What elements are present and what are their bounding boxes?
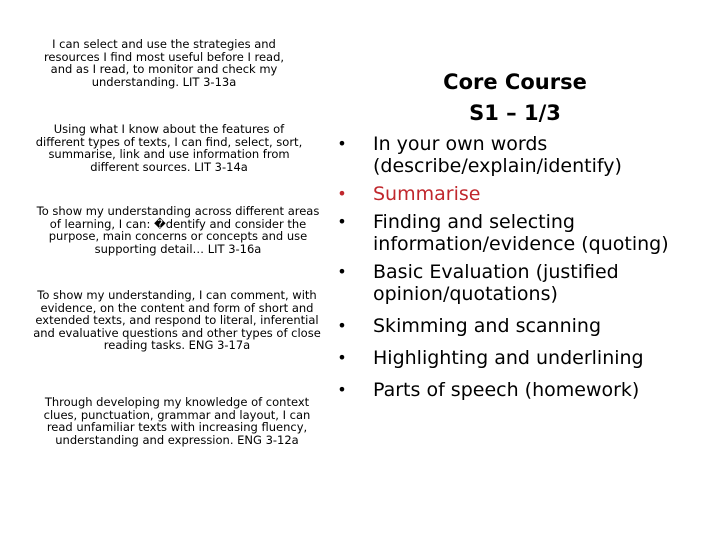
- course-title: Core Course: [443, 70, 587, 94]
- outcome-lit-3-13a: I can select and use the strategies and resources I find most useful before I read, and as I read, to monitor and check my understanding. LIT 3-13a: [43, 37, 285, 89]
- bullet-text: Highlighting and underlining: [373, 347, 644, 369]
- outcome-eng-3-12a: Through developing my knowledge of context clues, punctuation, grammar and layout, I can read unfamiliar texts with increasing fluency, understanding and expression. ENG 3-12a: [43, 395, 311, 447]
- bullet-text: Parts of speech (homework): [373, 379, 640, 401]
- bullet-text: Skimming and scanning: [373, 315, 602, 337]
- bullet-icon: •: [337, 380, 347, 399]
- bullet-item-highlighting: [332, 347, 717, 369]
- bullet-text: In your own words (describe/explain/identify): [373, 133, 622, 177]
- bullet-text: Basic Evaluation (justified opinion/quotations): [373, 261, 619, 305]
- bullet-icon: •: [337, 262, 347, 281]
- bullet-icon: •: [337, 212, 347, 231]
- bullet-text: Summarise: [373, 183, 481, 205]
- skills-bullet-list: [332, 133, 717, 411]
- bullet-icon: •: [337, 348, 347, 367]
- outcome-lit-3-16a: To show my understanding across different areas of learning, I can: �dentify and consider the purpose, main concerns or concepts and use supporting detail… LIT 3-16a: [36, 204, 320, 256]
- bullet-text: Finding and selecting information/evidence (quoting): [373, 211, 669, 255]
- bullet-item-summarise: [332, 183, 717, 205]
- course-subtitle: S1 – 1/3: [469, 101, 561, 125]
- bullet-icon: •: [337, 316, 347, 335]
- bullet-item-skimming-and-scanning: [332, 315, 717, 337]
- bullet-item-parts-of-speech: [332, 379, 717, 401]
- bullet-icon: •: [337, 184, 347, 203]
- outcome-lit-3-14a: Using what I know about the features of different types of texts, I can find, select, sort, summarise, link and use information from different sources. LIT 3-14a: [35, 122, 303, 174]
- outcome-eng-3-17a: To show my understanding, I can comment, with evidence, on the content and form of short and extended texts, and respond to literal, inferential and evaluative questions and other types of close reading tasks. ENG 3-17a: [33, 288, 321, 352]
- bullet-item-in-your-own-words: [332, 133, 717, 177]
- bullet-item-basic-evaluation: [332, 261, 717, 305]
- bullet-icon: •: [337, 134, 347, 153]
- bullet-item-finding-and-selecting: [332, 211, 717, 255]
